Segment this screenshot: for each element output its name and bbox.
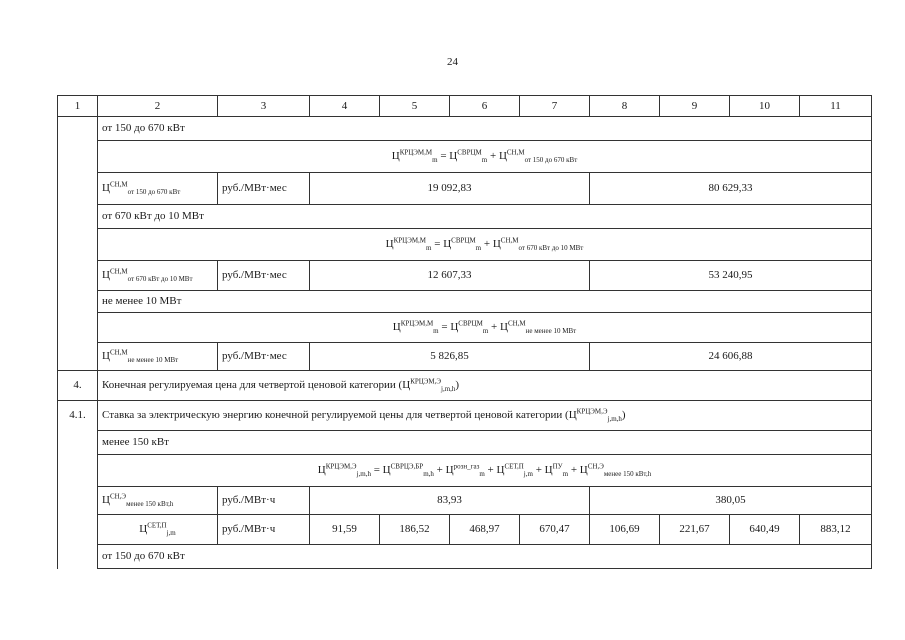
formula-symbol: Ц [102,269,110,282]
formula-symbol: Ц [139,523,148,536]
formula-operator: + [487,464,494,477]
col-header: 9 [660,96,730,117]
col-header: 6 [450,96,520,117]
value-cell: 186,52 [380,515,450,545]
formula-sub: m [432,156,438,165]
section-text: ) [621,409,626,422]
range-label: от 150 до 670 кВт [98,545,872,569]
formula-row [98,313,872,343]
table-row [58,229,872,261]
formula-operator: + [483,238,491,251]
formula-operator: + [436,464,443,477]
table-row [58,261,872,291]
range-label: менее 150 кВт [98,431,872,455]
formula-operator: + [535,464,542,477]
unit-cell: руб./МВт·мес [218,343,310,371]
value-cell: 106,69 [590,515,660,545]
formula-operator: + [489,150,497,163]
formula-row [98,141,872,173]
formula-operator: = [434,238,441,251]
formula-symbol: Ц [402,379,411,392]
value-cell: 883,12 [800,515,872,545]
formula-symbol: Ц [499,321,508,334]
formula-sup: СН,М [500,236,519,245]
formula-sup: СН,М [109,348,128,357]
formula-sub: m [479,470,485,479]
value-cell: 19 092,83 [310,173,590,205]
formula-sup: СН,М [507,319,526,328]
formula-symbol: Ц [102,494,110,507]
unit-cell: руб./МВт·мес [218,173,310,205]
formula-sup: КРЦЭМ,Э [576,407,608,416]
formula-sub: менее 150 кВт,h [126,500,174,509]
value-cell: 380,05 [590,487,872,515]
value-cell: 640,49 [730,515,800,545]
section-text: ) [455,379,460,392]
formula-symbol: Ц [445,464,454,477]
formula-sup: СЕТ,П [147,521,167,530]
formula-sup: КРЦЭМ,М [393,236,427,245]
range-label: от 670 кВт до 10 МВт [98,205,872,229]
formula-sub: j,m,h [441,385,456,394]
formula-symbol: Ц [443,238,452,251]
formula-symbol: Ц [392,321,401,334]
formula-symbol: Ц [317,464,326,477]
formula-sub: не менее 10 МВт [127,356,179,365]
section-text: Конечная регулируемая цена для четвертой ценовой категории ( [102,379,403,392]
formula-sup: СВРЦМ [451,236,476,245]
col-header: 1 [58,96,98,117]
formula-sup: СВРЦМ [457,148,482,157]
formula-sup: розн_газ [453,462,480,471]
formula-sub: менее 150 кВт,h [603,470,652,479]
unit-cell: руб./МВт·ч [218,487,310,515]
symbol-cell [98,173,218,205]
formula-sub: m [433,327,439,336]
symbol-cell [98,261,218,291]
formula-sup: КРЦЭМ,Э [325,462,357,471]
table-row [58,515,872,545]
section-title [98,401,872,431]
value-cell: 83,93 [310,487,590,515]
tariff-table [57,95,872,569]
formula-sub: m,h [423,470,434,479]
value-cell: 5 826,85 [310,343,590,371]
formula-sub: m [426,244,432,253]
value-cell: 468,97 [450,515,520,545]
table-row [58,291,872,313]
section-number: 4. [58,371,98,401]
formula-symbol: Ц [450,321,459,334]
col-header: 2 [98,96,218,117]
formula-symbol: Ц [449,150,458,163]
table-row [58,205,872,229]
col-header: 11 [800,96,872,117]
table-row [58,343,872,371]
table-row [58,545,872,569]
formula-sup: КРЦЭМ,Э [410,377,442,386]
value-cell: 12 607,33 [310,261,590,291]
formula-sub: m [481,156,488,165]
header-row [58,96,872,117]
section-row [58,371,872,401]
formula-sub: m [482,327,489,336]
section-row [58,401,872,431]
table-row [58,117,872,141]
formula-symbol: Ц [579,464,588,477]
formula-sub: от 670 кВт до 10 МВт [518,244,584,253]
formula-row [98,229,872,261]
formula-symbol: Ц [492,238,501,251]
unit-cell: руб./МВт·ч [218,515,310,545]
formula-sup: СВРЦМ [458,319,483,328]
table-row [58,141,872,173]
formula-operator: + [570,464,578,477]
formula-symbol: Ц [498,150,507,163]
formula-sup: СН,М [109,180,128,189]
formula-symbol: Ц [382,464,391,477]
table-row [58,455,872,487]
page-number: 24 [447,56,458,68]
formula-sub: j,m [523,470,533,479]
formula-sub: от 150 до 670 кВт [127,188,181,197]
formula-sup: КРЦЭМ,М [399,148,433,157]
unit-cell: руб./МВт·мес [218,261,310,291]
value-cell: 80 629,33 [590,173,872,205]
section-number: 4.1. [58,401,98,569]
formula-sup: СН,М [506,148,525,157]
value-cell: 53 240,95 [590,261,872,291]
formula-operator: = [373,464,380,477]
formula-sup: СЕТ,П [504,462,524,471]
col-header: 5 [380,96,450,117]
formula-operator: + [491,321,498,334]
formula-sup: СН,М [109,267,128,276]
value-cell: 91,59 [310,515,380,545]
table-row [58,313,872,343]
symbol-cell [98,343,218,371]
formula-operator: = [441,321,448,334]
formula-symbol: Ц [544,464,553,477]
formula-sup: ПУ [552,462,563,471]
formula-sup: СН,Э [587,462,604,471]
formula-symbol: Ц [496,464,505,477]
value-cell: 24 606,88 [590,343,872,371]
formula-sub: от 150 до 670 кВт [524,156,578,165]
formula-symbol: Ц [568,409,577,422]
col-header: 4 [310,96,380,117]
section-title [98,371,872,401]
formula-sub: m [562,470,569,479]
value-cell: 670,47 [520,515,590,545]
col-header: 7 [520,96,590,117]
table-row [58,173,872,205]
range-label: не менее 10 МВт [98,291,872,313]
table-row [58,487,872,515]
table-row [58,431,872,455]
col-header: 8 [590,96,660,117]
formula-symbol: Ц [102,350,110,363]
formula-row [98,455,872,487]
formula-sub: от 670 кВт до 10 МВт [127,275,193,284]
col-header: 3 [218,96,310,117]
formula-sup: КРЦЭМ,М [400,319,434,328]
formula-symbol: Ц [385,238,394,251]
formula-sup: СН,Э [109,492,127,501]
formula-sub: m [475,244,482,253]
number-cell-empty [58,117,98,371]
formula-sub: j,m,h [356,470,371,479]
formula-sub: не менее 10 МВт [525,327,577,336]
formula-sub: j,m,h [607,415,622,424]
value-cell: 221,67 [660,515,730,545]
formula-symbol: Ц [102,182,110,195]
formula-operator: = [440,150,447,163]
symbol-cell [98,487,218,515]
formula-sup: СВРЦЭ,БР [390,462,424,471]
formula-sub: j,m [166,529,176,538]
section-text: Ставка за электрическую энергию конечной регулируемой цены для четвертой ценовой категории ( [102,409,569,422]
symbol-cell [98,515,218,545]
range-label: от 150 до 670 кВт [98,117,872,141]
formula-symbol: Ц [391,150,400,163]
col-header: 10 [730,96,800,117]
